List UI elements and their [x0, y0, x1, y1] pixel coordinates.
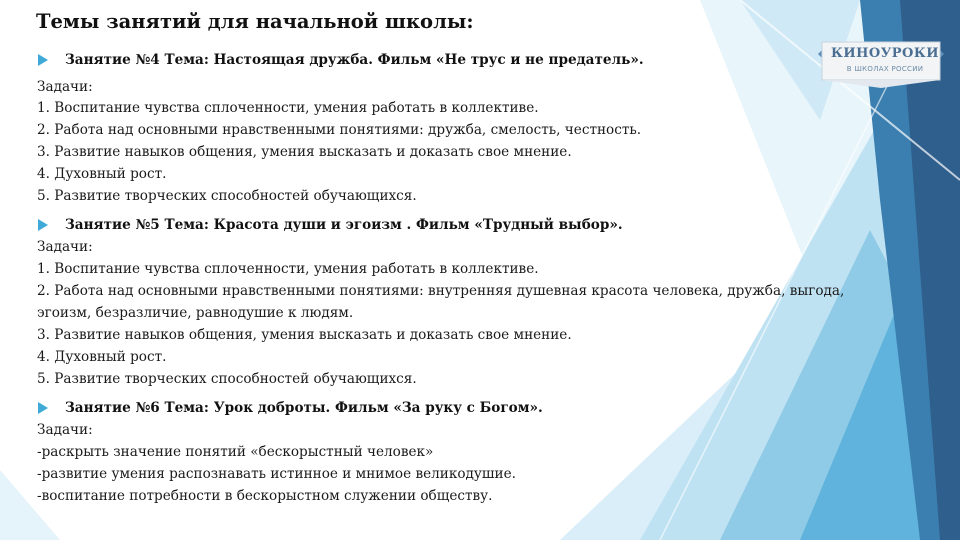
tasks-label: Задачи:: [37, 79, 93, 95]
lesson-heading-text: Занятие №6 Тема: Урок доброты. Фильм «За руку с Богом».: [65, 400, 543, 416]
task-line: 4. Духовный рост.: [37, 166, 167, 182]
task-line: эгоизм, безразличие, равнодушие к людям.: [37, 305, 354, 321]
task-line: 2. Работа над основными нравственными понятиями: дружба, смелость, честность.: [37, 122, 642, 138]
task-line: 5. Развитие творческих способностей обучающихся.: [37, 371, 417, 387]
triangle-bullet-icon: [38, 54, 48, 66]
logo-line-1: КИНОУРОКИ: [831, 46, 939, 61]
lesson-heading-text: Занятие №5 Тема: Красота души и эгоизм . Фильм «Трудный выбор».: [65, 217, 623, 233]
task-line: 1. Воспитание чувства сплоченности, умения работать в коллективе.: [37, 261, 539, 277]
lesson-heading-text: Занятие №4 Тема: Настоящая дружба. Фильм «Не трус и не предатель».: [65, 52, 644, 68]
task-line: -раскрыть значение понятий «бескорыстный человек»: [37, 444, 434, 460]
tasks-label: Задачи:: [37, 239, 93, 255]
task-line: 4. Духовный рост.: [37, 349, 167, 365]
kinouroki-logo: [818, 40, 944, 88]
task-line: 1. Воспитание чувства сплоченности, умения работать в коллективе.: [37, 100, 539, 116]
lesson-6-heading: [38, 400, 543, 416]
task-line: 2. Работа над основными нравственными понятиями: внутренняя душевная красота человека, дружба, выгода,: [37, 283, 845, 299]
task-line: 3. Развитие навыков общения, умения высказать и доказать свое мнение.: [37, 327, 572, 343]
task-line: 3. Развитие навыков общения, умения высказать и доказать свое мнение.: [37, 144, 572, 160]
task-line: -развитие умения распознавать истинное и мнимое великодушие.: [37, 466, 516, 482]
task-line: -воспитание потребности в бескорыстном служении обществу.: [37, 488, 493, 504]
triangle-bullet-icon: [38, 219, 48, 231]
triangle-bullet-icon: [38, 402, 48, 414]
lesson-5-heading: [38, 217, 623, 233]
page-title: Темы занятий для начальной школы:: [36, 10, 474, 33]
lesson-4-heading: [38, 52, 644, 68]
tasks-label: Задачи:: [37, 422, 93, 438]
logo-line-2: В ШКОЛАХ РОССИИ: [846, 65, 924, 73]
task-line: 5. Развитие творческих способностей обучающихся.: [37, 188, 417, 204]
